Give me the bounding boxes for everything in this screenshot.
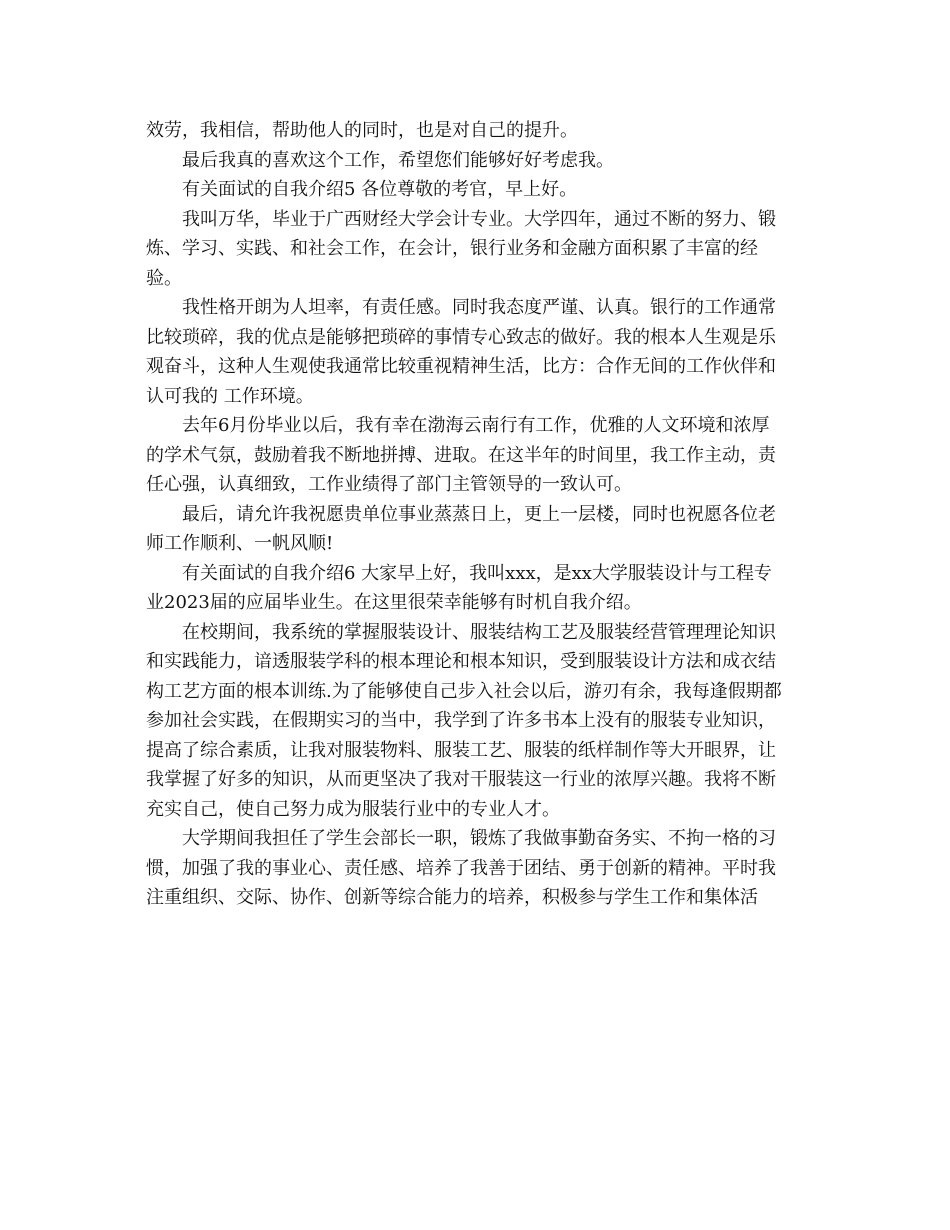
paragraph-line: 我性格开朗为人坦率，有责任感。同时我态度严谨、认真。银行的工作通常	[182, 297, 776, 318]
paragraph	[146, 175, 810, 205]
paragraph-line: 大学期间我担任了学生会部长一职，锻炼了我做事勤奋务实、不拘一格的习	[182, 828, 776, 849]
paragraph-line: 观奋斗，这种人生观使我通常比较重视精神生活，比方：合作无间的工作伙伴和	[146, 356, 776, 377]
paragraph-line: 提高了综合素质，让我对服装物料、服装工艺、服装的纸样制作等大开眼界，让	[146, 739, 776, 761]
document-body	[146, 116, 810, 913]
paragraph-line: 效劳，我相信，帮助他人的同时，也是对自己的提升。	[146, 120, 578, 141]
paragraph	[146, 559, 810, 618]
paragraph-line: 我叫万华，毕业于广西财经大学会计专业。大学四年，通过不断的努力、锻	[182, 208, 776, 230]
paragraph-line: 业2023届的应届毕业生。在这里很荣幸能够有时机自我介绍。	[146, 592, 642, 613]
paragraph-line: 比较琐碎，我的优点是能够把琐碎的事情专心致志的做好。我的根本人生观是乐	[146, 326, 776, 348]
paragraph-line: 注重组织、交际、协作、创新等综合能力的培养，积极参与学生工作和集体活	[146, 887, 758, 908]
paragraph	[146, 411, 810, 500]
paragraph-line: 炼、学习、实践、和社会工作，在会计，银行业务和金融方面积累了丰富的经	[146, 238, 758, 259]
paragraph-line: 构工艺方面的根本训练.为了能够使自己步入社会以后，游刃有余，我每逢假期都	[146, 680, 782, 702]
paragraph-line: 去年6月份毕业以后，我有幸在渤海云南行有工作，优雅的人文环境和浓厚	[182, 415, 770, 436]
paragraph	[146, 293, 810, 411]
paragraph-line: 有关面试的自我介绍5 各位尊敬的考官，早上好。	[182, 179, 578, 200]
paragraph-line: 和实践能力，谙透服装学科的根本理论和根本知识，受到服装设计方法和成衣结	[146, 651, 776, 672]
paragraph-line: 师工作顺利、一帆风顺!	[146, 533, 334, 554]
paragraph-line: 充实自己，使自己努力成为服装行业中的专业人才。	[146, 798, 560, 820]
paragraph	[146, 205, 810, 294]
paragraph-line: 验。	[146, 267, 182, 289]
paragraph	[146, 618, 810, 825]
paragraph-line: 任心强，认真细致，工作业绩得了部门主管领导的一致认可。	[146, 474, 632, 495]
paragraph-line: 认可我的 工作环境。	[146, 385, 314, 407]
paragraph	[146, 146, 810, 176]
paragraph-line: 的学术气氛，鼓励着我不断地拼搏、进取。在这半年的时间里，我工作主动，责	[146, 444, 776, 466]
paragraph-line: 在校期间，我系统的掌握服装设计、服装结构工艺及服装经营管理理论知识	[182, 621, 776, 643]
paragraph-line: 惯，加强了我的事业心、责任感、培养了我善于团结、勇于创新的精神。平时我	[146, 857, 776, 879]
paragraph-line: 参加社会实践，在假期实习的当中，我学到了许多书本上没有的服装专业知识，	[146, 710, 776, 731]
paragraph-line: 有关面试的自我介绍6 大家早上好，我叫xxx，是xx大学服装设计与工程专	[182, 562, 772, 584]
paragraph	[146, 116, 810, 146]
paragraph-line: 最后，请允许我祝愿贵单位事业蒸蒸日上，更上一层楼，同时也祝愿各位老	[182, 503, 776, 525]
paragraph-line: 我掌握了好多的知识，从而更坚决了我对干服装这一行业的浓厚兴趣。我将不断	[146, 769, 776, 790]
paragraph	[146, 824, 810, 913]
paragraph-line: 最后我真的喜欢这个工作，希望您们能够好好考虑我。	[182, 149, 614, 171]
paragraph	[146, 500, 810, 559]
